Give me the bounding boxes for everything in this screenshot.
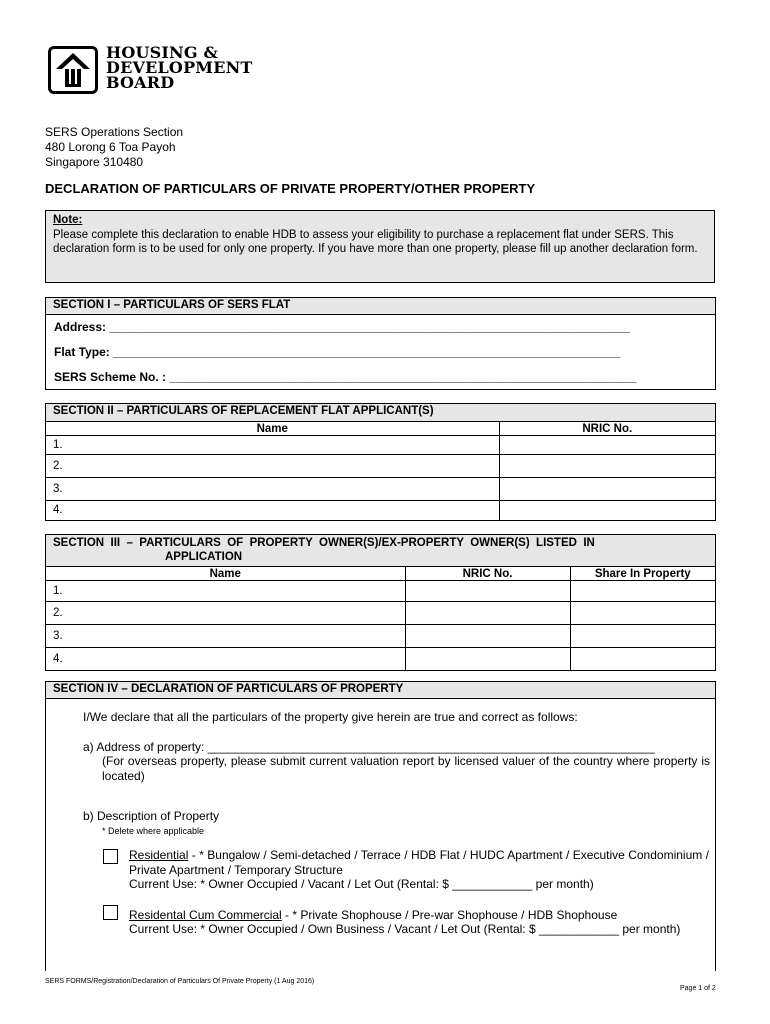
share-cell[interactable]	[570, 581, 715, 602]
nric-cell[interactable]	[499, 501, 715, 520]
note-box	[45, 210, 715, 283]
nric-cell[interactable]	[499, 478, 715, 501]
table-row[interactable]: 3.	[46, 478, 499, 501]
section-4	[45, 681, 716, 971]
nric-cell[interactable]	[499, 436, 715, 455]
section-1	[45, 297, 716, 390]
commercial-checkbox[interactable]	[103, 905, 118, 920]
col-share: Share In Property	[570, 567, 715, 581]
commercial-current-use: Current Use: * Owner Occupied / Own Business / Vacant / Let Out (Rental: $ ____________ per month)	[129, 922, 681, 936]
sers-scheme-field[interactable]: SERS Scheme No. : ______________________________________________________________________	[54, 370, 637, 384]
page-number: Page 1 of 2	[680, 985, 716, 992]
nric-cell[interactable]	[499, 455, 715, 478]
table-row[interactable]: 4.	[46, 501, 499, 520]
overseas-note: (For overseas property, please submit current valuation report by licensed valuer of the country where property is located)	[102, 754, 710, 783]
form-title: DECLARATION OF PARTICULARS OF PRIVATE PROPERTY/OTHER PROPERTY	[45, 181, 536, 196]
col-name: Name	[46, 422, 499, 436]
col-name: Name	[46, 567, 405, 581]
share-cell[interactable]	[570, 602, 715, 625]
section-3	[45, 534, 716, 671]
residential-checkbox[interactable]	[103, 849, 118, 864]
section-3-title: SECTION III – PARTICULARS OF PROPERTY OWNER(S)/EX-PROPERTY OWNER(S) LISTED IN APPLICATION	[46, 535, 715, 566]
table-row[interactable]: 4.	[46, 648, 405, 670]
section-2-title: SECTION II – PARTICULARS OF REPLACEMENT FLAT APPLICANT(S)	[46, 404, 715, 421]
section-4-title: SECTION IV – DECLARATION OF PARTICULARS OF PROPERTY	[46, 682, 715, 699]
property-address-field[interactable]: a) Address of property: ___________________________________________________________________	[83, 740, 655, 754]
hdb-logo	[48, 43, 278, 96]
sers-address-field[interactable]: Address: ______________________________________________________________________________	[54, 320, 630, 334]
table-row[interactable]: 2.	[46, 602, 405, 625]
note-label: Note:	[53, 214, 83, 226]
note-text: Please complete this declaration to enable HDB to assess your eligibility to purchase a replacement flat under SERS. This declaration form is to be used for only one property. If you have more than one property, please fill up another declaration form.	[53, 228, 698, 255]
logo-text: HOUSING & DEVELOPMENT BOARD	[106, 43, 253, 92]
section-1-title: SECTION I – PARTICULARS OF SERS FLAT	[46, 298, 715, 315]
share-cell[interactable]	[570, 625, 715, 648]
nric-cell[interactable]	[405, 602, 570, 625]
col-nric: NRIC No.	[405, 567, 570, 581]
delete-note: * Delete where applicable	[102, 826, 205, 836]
flat-type-field[interactable]: Flat Type: ____________________________________________________________________________	[54, 345, 621, 359]
share-cell[interactable]	[570, 648, 715, 670]
footer-reference: SERS FORMS/Registration/Declaration of Particulars Of Private Property (1 Aug 2016)	[45, 978, 315, 985]
nric-cell[interactable]	[405, 581, 570, 602]
declaration-intro: I/We declare that all the particulars of the property give herein are true and correct as follows:	[83, 710, 578, 724]
col-nric: NRIC No.	[499, 422, 715, 436]
description-label: b) Description of Property	[83, 809, 220, 823]
section-2	[45, 403, 716, 521]
nric-cell[interactable]	[405, 625, 570, 648]
nric-cell[interactable]	[405, 648, 570, 670]
commercial-option: Residental Cum Commercial - * Private Shophouse / Pre-war Shophouse / HDB Shophouse	[129, 908, 618, 922]
residential-option: Residential - * Bungalow / Semi-detached / Terrace / HDB Flat / HUDC Apartment / Executive Condominium / Private Apartment / Temporary Structure	[129, 848, 709, 877]
office-address: SERS Operations Section 480 Lorong 6 Toa Payoh Singapore 310480	[45, 125, 184, 169]
house-arrow-icon	[48, 46, 98, 94]
table-row[interactable]: 1.	[46, 581, 405, 602]
table-row[interactable]: 1.	[46, 436, 499, 455]
table-row[interactable]: 3.	[46, 625, 405, 648]
residential-current-use: Current Use: * Owner Occupied / Vacant / Let Out (Rental: $ ____________ per month)	[129, 877, 594, 891]
table-row[interactable]: 2.	[46, 455, 499, 478]
